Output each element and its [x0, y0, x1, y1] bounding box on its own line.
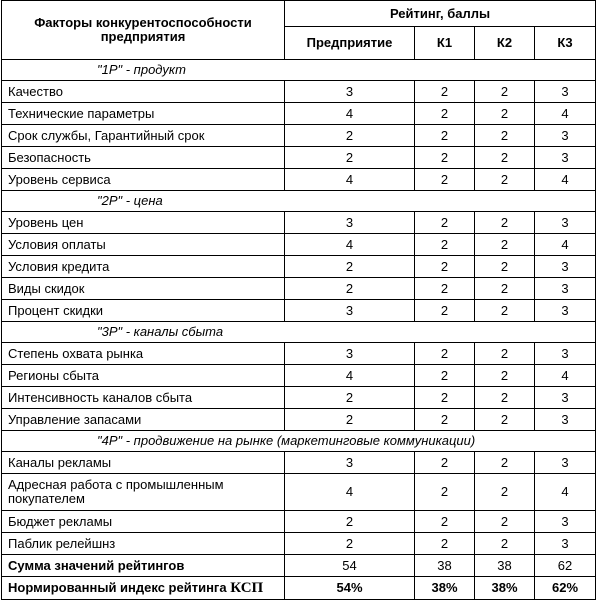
norm-label-suffix: КСП: [230, 580, 264, 596]
rating-value-k3: 3: [535, 212, 596, 234]
factor-row: [2, 169, 596, 191]
factor-label: Уровень цен: [2, 212, 285, 234]
rating-value-enterprise: 2: [285, 278, 415, 300]
norm-value-k2: 38%: [475, 577, 535, 600]
col-header-k3: К3: [535, 27, 596, 60]
rating-value-k2: 2: [475, 452, 535, 474]
factor-row: [2, 147, 596, 169]
rating-value-enterprise: 2: [285, 125, 415, 147]
factor-label: Каналы рекламы: [2, 452, 285, 474]
factor-row: [2, 511, 596, 533]
factor-label: Срок службы, Гарантийный срок: [2, 125, 285, 147]
rating-value-enterprise: 2: [285, 511, 415, 533]
rating-value-enterprise: 4: [285, 474, 415, 511]
rating-value-k2: 2: [475, 147, 535, 169]
factor-label: Бюджет рекламы: [2, 511, 285, 533]
rating-value-k2: 2: [475, 278, 535, 300]
factor-label: Паблик релейшнз: [2, 533, 285, 555]
sum-label: Сумма значений рейтингов: [2, 555, 285, 577]
rating-value-k3: 3: [535, 343, 596, 365]
section-row: [2, 191, 596, 212]
col-header-k1: К1: [415, 27, 475, 60]
rating-value-k1: 2: [415, 300, 475, 322]
rating-value-k2: 2: [475, 343, 535, 365]
col-header-k2: К2: [475, 27, 535, 60]
rating-value-k2: 2: [475, 169, 535, 191]
factor-row: [2, 343, 596, 365]
section-title: "4Р" - продвижение на рынке (маркетинговые коммуникации): [2, 431, 596, 452]
rating-value-k2: 2: [475, 409, 535, 431]
rating-value-enterprise: 3: [285, 81, 415, 103]
rating-value-k2: 2: [475, 387, 535, 409]
rating-value-enterprise: 4: [285, 365, 415, 387]
sum-value-k3: 62: [535, 555, 596, 577]
factor-label: Виды скидок: [2, 278, 285, 300]
factor-label: Управление запасами: [2, 409, 285, 431]
factor-label: Технические параметры: [2, 103, 285, 125]
rating-value-k1: 2: [415, 169, 475, 191]
rating-value-enterprise: 2: [285, 409, 415, 431]
rating-value-k1: 2: [415, 81, 475, 103]
rating-value-k1: 2: [415, 387, 475, 409]
factor-row: [2, 256, 596, 278]
rating-value-k2: 2: [475, 256, 535, 278]
section-title: "2Р" - цена: [2, 191, 596, 212]
norm-value-k3: 62%: [535, 577, 596, 600]
factor-row: [2, 278, 596, 300]
factors-header: Факторы конкурентоспособности предприятия: [2, 1, 285, 60]
factor-row: [2, 125, 596, 147]
sum-value-k1: 38: [415, 555, 475, 577]
rating-value-k3: 3: [535, 278, 596, 300]
factor-row: [2, 234, 596, 256]
sum-value-enterprise: 54: [285, 555, 415, 577]
rating-value-enterprise: 3: [285, 212, 415, 234]
norm-label-cell: [2, 577, 285, 600]
rating-value-k2: 2: [475, 474, 535, 511]
factor-label: Качество: [2, 81, 285, 103]
rating-value-k1: 2: [415, 147, 475, 169]
rating-value-k1: 2: [415, 533, 475, 555]
rating-value-k3: 4: [535, 234, 596, 256]
rating-value-k1: 2: [415, 452, 475, 474]
factor-row: [2, 452, 596, 474]
factor-label: Условия оплаты: [2, 234, 285, 256]
rating-value-k1: 2: [415, 103, 475, 125]
rating-value-k1: 2: [415, 212, 475, 234]
rating-value-k3: 4: [535, 474, 596, 511]
factor-label: Адресная работа с промышленным покупателем: [2, 474, 285, 511]
factor-label: Безопасность: [2, 147, 285, 169]
factor-row: [2, 387, 596, 409]
rating-value-enterprise: 2: [285, 256, 415, 278]
rating-value-k2: 2: [475, 212, 535, 234]
section-title: "3Р" - каналы сбыта: [2, 322, 596, 343]
rating-value-k3: 3: [535, 125, 596, 147]
rating-value-k3: 3: [535, 511, 596, 533]
norm-label: Нормированный индекс рейтинга: [8, 580, 227, 595]
factor-row: [2, 81, 596, 103]
rating-value-k3: 3: [535, 81, 596, 103]
norm-value-enterprise: 54%: [285, 577, 415, 600]
norm-row: [2, 577, 596, 600]
factor-row: [2, 409, 596, 431]
section-row: [2, 322, 596, 343]
rating-value-k1: 2: [415, 125, 475, 147]
rating-value-k3: 3: [535, 147, 596, 169]
rating-value-enterprise: 2: [285, 387, 415, 409]
factor-label: Условия кредита: [2, 256, 285, 278]
rating-value-k3: 3: [535, 300, 596, 322]
competitiveness-rating-table: [1, 0, 596, 600]
factor-row: [2, 103, 596, 125]
rating-value-k1: 2: [415, 234, 475, 256]
rating-value-k2: 2: [475, 365, 535, 387]
sum-row: [2, 555, 596, 577]
col-header-enterprise: Предприятие: [285, 27, 415, 60]
rating-value-k1: 2: [415, 511, 475, 533]
rating-value-enterprise: 3: [285, 343, 415, 365]
rating-value-enterprise: 2: [285, 147, 415, 169]
rating-value-enterprise: 3: [285, 300, 415, 322]
table-body: [2, 60, 596, 600]
factor-label: Степень охвата рынка: [2, 343, 285, 365]
sum-value-k2: 38: [475, 555, 535, 577]
rating-value-k3: 3: [535, 256, 596, 278]
rating-value-k3: 3: [535, 387, 596, 409]
rating-value-k3: 3: [535, 533, 596, 555]
rating-value-k2: 2: [475, 103, 535, 125]
rating-value-k3: 3: [535, 409, 596, 431]
rating-value-k1: 2: [415, 343, 475, 365]
rating-value-k1: 2: [415, 365, 475, 387]
rating-value-k2: 2: [475, 125, 535, 147]
factor-row: [2, 365, 596, 387]
section-title: "1Р" - продукт: [2, 60, 596, 81]
rating-value-k2: 2: [475, 300, 535, 322]
factor-label: Интенсивность каналов сбыта: [2, 387, 285, 409]
rating-value-k3: 3: [535, 452, 596, 474]
rating-value-enterprise: 2: [285, 533, 415, 555]
rating-value-enterprise: 3: [285, 452, 415, 474]
factor-row: [2, 212, 596, 234]
factor-row: [2, 474, 596, 511]
rating-value-k3: 4: [535, 169, 596, 191]
rating-value-enterprise: 4: [285, 103, 415, 125]
norm-value-k1: 38%: [415, 577, 475, 600]
factor-row: [2, 300, 596, 322]
factor-label: Регионы сбыта: [2, 365, 285, 387]
rating-value-k2: 2: [475, 511, 535, 533]
factor-row: [2, 533, 596, 555]
rating-value-k2: 2: [475, 81, 535, 103]
rating-value-k3: 4: [535, 103, 596, 125]
rating-value-k1: 2: [415, 278, 475, 300]
rating-value-k3: 4: [535, 365, 596, 387]
rating-value-k1: 2: [415, 409, 475, 431]
factor-label: Уровень сервиса: [2, 169, 285, 191]
rating-header: Рейтинг, баллы: [285, 1, 596, 27]
rating-value-enterprise: 4: [285, 169, 415, 191]
rating-value-enterprise: 4: [285, 234, 415, 256]
rating-value-k1: 2: [415, 256, 475, 278]
rating-value-k1: 2: [415, 474, 475, 511]
rating-value-k2: 2: [475, 234, 535, 256]
factor-label: Процент скидки: [2, 300, 285, 322]
section-row: [2, 60, 596, 81]
rating-value-k2: 2: [475, 533, 535, 555]
section-row: [2, 431, 596, 452]
